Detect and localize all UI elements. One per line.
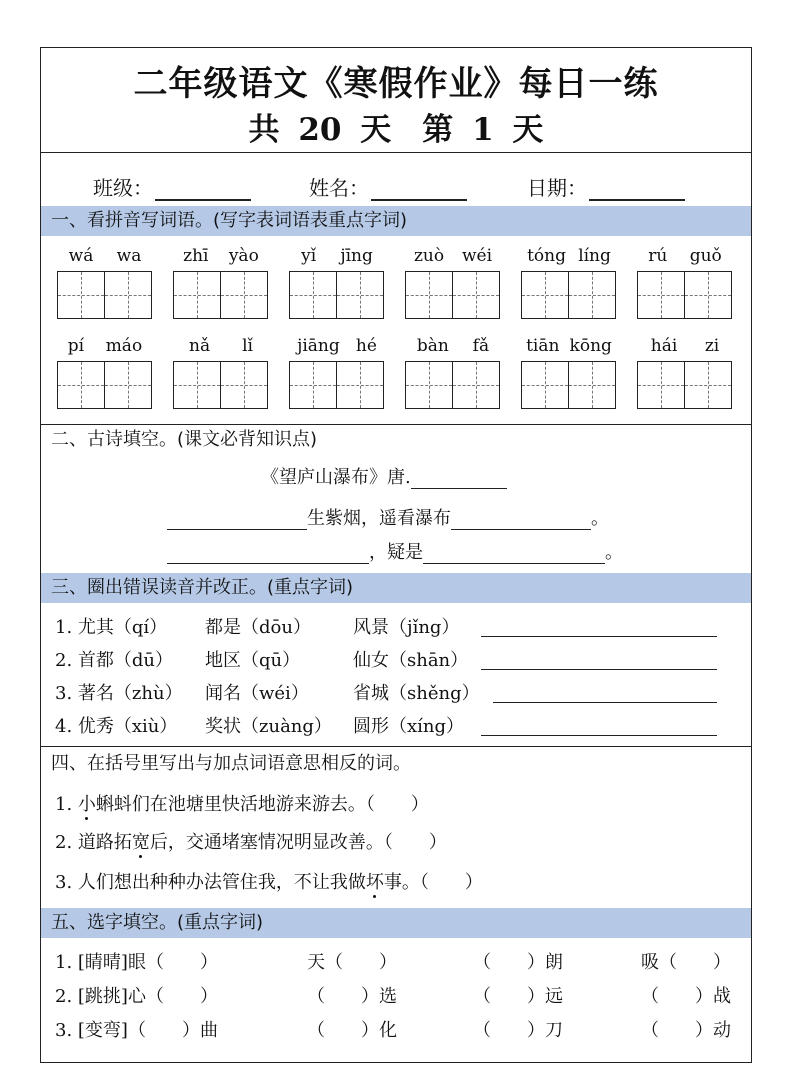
page-title: 二年级语文《寒假作业》每日一练 xyxy=(133,64,659,104)
pinyin-syllable: fǎ xyxy=(472,336,490,356)
pinyin-item[interactable]: 都是（dōu） xyxy=(205,617,311,638)
pinyin-syllable: yǐ xyxy=(301,246,317,266)
section2-heading: 二、古诗填空。(课文必背知识点) xyxy=(51,429,318,450)
tian-grid-box[interactable] xyxy=(405,361,453,409)
pinyin-item[interactable]: 2. 首都（dū） xyxy=(55,650,174,671)
student-info-row xyxy=(41,152,751,206)
tian-grid-box[interactable] xyxy=(684,361,732,409)
pinyin-item[interactable]: 风景（jǐng） xyxy=(353,617,460,638)
pinyin-syllable: jīng xyxy=(340,246,373,266)
fill-blank-item[interactable]: （ ）化 xyxy=(307,1020,397,1041)
pinyin-label xyxy=(289,336,385,356)
fill-blank-item[interactable]: （ ）刀 xyxy=(473,1020,563,1041)
pinyin-syllable: nǎ xyxy=(189,336,211,356)
pinyin-item[interactable]: 奖状（zuàng） xyxy=(205,716,332,737)
poem-end-1: 。 xyxy=(591,508,609,529)
pinyin-label xyxy=(173,336,269,356)
tian-grid-pair xyxy=(57,271,153,319)
tian-grid-box[interactable] xyxy=(220,271,268,319)
pinyin-syllable: lǐ xyxy=(242,336,253,356)
pinyin-syllable: wéi xyxy=(461,246,493,266)
pinyin-label xyxy=(405,336,501,356)
section5-heading: 五、选字填空。(重点字词) xyxy=(41,908,751,938)
tian-grid-box[interactable] xyxy=(57,271,105,319)
tian-grid-box[interactable] xyxy=(173,271,221,319)
tian-grid-box[interactable] xyxy=(336,271,384,319)
poem-blank-3[interactable] xyxy=(167,545,369,564)
tian-grid-box[interactable] xyxy=(637,361,685,409)
pinyin-label xyxy=(521,246,617,266)
tian-grid-pair xyxy=(173,271,269,319)
pinyin-syllable: wá xyxy=(68,246,94,266)
pinyin-label xyxy=(637,246,733,266)
pinyin-syllable: hái xyxy=(650,336,678,356)
tian-grid-box[interactable] xyxy=(568,361,616,409)
tian-grid-pair xyxy=(521,361,617,409)
section3-heading: 三、圈出错误读音并改正。(重点字词) xyxy=(41,573,751,603)
choose-char-section xyxy=(41,938,751,1058)
pinyin-syllable: wa xyxy=(116,246,142,266)
tian-grid-box[interactable] xyxy=(521,361,569,409)
pinyin-item[interactable]: 省城（shěng） xyxy=(353,683,480,704)
pinyin-section xyxy=(41,236,751,422)
pinyin-label xyxy=(405,246,501,266)
tian-grid-pair xyxy=(637,361,733,409)
poem-title: 《望庐山瀑布》唐. xyxy=(261,467,411,488)
poem-blank-2[interactable] xyxy=(451,511,591,530)
fill-blank-item[interactable]: （ ）远 xyxy=(473,986,563,1007)
fill-blank-item[interactable]: 天（ ） xyxy=(307,952,397,973)
title-box xyxy=(41,48,751,153)
antonym-question-2: 2. 道路拓宽后，交通堵塞情况明显改善。（ ） xyxy=(55,832,447,853)
antonym-question-3: 3. 人们想出种种办法管住我，不让我做坏事。（ ） xyxy=(55,872,483,893)
poem-end-2: 。 xyxy=(605,542,623,563)
pinyin-syllable: pí xyxy=(67,336,85,356)
tian-grid-pair xyxy=(405,361,501,409)
tian-grid-box[interactable] xyxy=(289,361,337,409)
pinyin-syllable: líng xyxy=(578,246,611,266)
tian-grid-pair xyxy=(57,361,153,409)
class-field[interactable] xyxy=(93,172,251,201)
pinyin-syllable: tiān xyxy=(526,336,560,356)
tian-grid-box[interactable] xyxy=(336,361,384,409)
tian-grid-box[interactable] xyxy=(57,361,105,409)
pinyin-label xyxy=(637,336,733,356)
pinyin-item[interactable]: 闻名（wéi） xyxy=(205,683,309,704)
dotted-char: 宽 xyxy=(131,832,150,853)
pinyin-item[interactable]: 3. 著名（zhù） xyxy=(55,683,183,704)
tian-grid-box[interactable] xyxy=(452,361,500,409)
pinyin-label xyxy=(57,246,153,266)
dotted-char: 坏 xyxy=(365,872,384,893)
pinyin-syllable: hé xyxy=(355,336,377,356)
class-blank[interactable] xyxy=(155,181,251,201)
pinyin-syllable: kōng xyxy=(569,336,612,356)
tian-grid-pair xyxy=(289,271,385,319)
tian-grid-box[interactable] xyxy=(173,361,221,409)
pinyin-item[interactable]: 地区（qū） xyxy=(205,650,301,671)
pronunciation-section xyxy=(41,603,751,745)
pinyin-label xyxy=(521,336,617,356)
correction-line[interactable] xyxy=(481,668,717,670)
pinyin-syllable: bàn xyxy=(416,336,449,356)
pinyin-syllable: rú xyxy=(648,246,668,266)
tian-grid-box[interactable] xyxy=(521,271,569,319)
tian-grid-box[interactable] xyxy=(568,271,616,319)
fill-blank-item[interactable]: （ ）朗 xyxy=(473,952,563,973)
worksheet xyxy=(40,47,752,1063)
tian-grid-box[interactable] xyxy=(289,271,337,319)
fill-blank-item[interactable]: 1. [睛晴]眼（ ） xyxy=(55,952,218,973)
antonym-question-1: 1. 小蝌蚪们在池塘里快活地游来游去。（ ） xyxy=(55,794,429,815)
poem-blank-1[interactable] xyxy=(167,511,307,530)
pinyin-syllable: jiāng xyxy=(297,336,340,356)
fill-blank-item[interactable]: （ ）动 xyxy=(641,1020,731,1041)
tian-grid-box[interactable] xyxy=(104,361,152,409)
name-label: 姓名： xyxy=(309,176,369,200)
fill-blank-item[interactable]: （ ）选 xyxy=(307,986,397,1007)
fill-blank-item[interactable]: （ ）战 xyxy=(641,986,731,1007)
pinyin-syllable: zuò xyxy=(413,246,445,266)
poem-text-2: ，疑是 xyxy=(369,542,423,563)
date-field[interactable] xyxy=(527,172,685,201)
tian-grid-box[interactable] xyxy=(637,271,685,319)
page-subtitle: 共 20 天 第 1 天 xyxy=(248,112,544,148)
correction-line[interactable] xyxy=(481,635,717,637)
poem-line-2 xyxy=(167,538,623,564)
poem-line-1 xyxy=(167,504,609,530)
class-label: 班级： xyxy=(93,176,153,200)
date-blank[interactable] xyxy=(589,181,685,201)
correction-line[interactable] xyxy=(493,701,717,703)
pinyin-syllable: zi xyxy=(704,336,720,356)
tian-grid-pair xyxy=(289,361,385,409)
pinyin-item[interactable]: 仙女（shān） xyxy=(353,650,469,671)
pinyin-label xyxy=(289,246,385,266)
pinyin-label xyxy=(173,246,269,266)
fill-blank-item[interactable]: 吸（ ） xyxy=(641,952,731,973)
pinyin-syllable: tóng xyxy=(527,246,566,266)
poem-title-line xyxy=(261,463,507,489)
section-divider xyxy=(41,746,751,747)
pinyin-syllable: yào xyxy=(228,246,259,266)
tian-grid-pair xyxy=(173,361,269,409)
pinyin-item[interactable]: 1. 尤其（qí） xyxy=(55,617,168,638)
correction-line[interactable] xyxy=(481,734,717,736)
tian-grid-pair xyxy=(637,271,733,319)
tian-grid-box[interactable] xyxy=(452,271,500,319)
name-blank[interactable] xyxy=(371,181,467,201)
pinyin-syllable: guǒ xyxy=(689,246,722,266)
tian-grid-pair xyxy=(405,271,501,319)
section1-heading: 一、看拼音写词语。(写字表词语表重点字词) xyxy=(41,206,751,236)
poem-blank-4[interactable] xyxy=(423,545,605,564)
poem-text-1: 生紫烟，遥看瀑布 xyxy=(307,508,451,529)
tian-grid-box[interactable] xyxy=(220,361,268,409)
pinyin-item[interactable]: 4. 优秀（xiù） xyxy=(55,716,178,737)
pinyin-label xyxy=(57,336,153,356)
fill-blank-item[interactable]: 2. [跳挑]心（ ） xyxy=(55,986,218,1007)
tian-grid-box[interactable] xyxy=(405,271,453,319)
pinyin-item[interactable]: 圆形（xíng） xyxy=(353,716,465,737)
dotted-char: 小 xyxy=(77,794,96,815)
poet-blank[interactable] xyxy=(411,470,507,489)
date-label: 日期： xyxy=(527,176,587,200)
name-field[interactable] xyxy=(309,172,467,201)
section4-heading: 四、在括号里写出与加点词语意思相反的词。 xyxy=(51,753,411,774)
pinyin-syllable: máo xyxy=(105,336,143,356)
fill-blank-item[interactable]: 3. [变弯]（ ）曲 xyxy=(55,1020,218,1041)
pinyin-syllable: zhī xyxy=(183,246,209,266)
tian-grid-box[interactable] xyxy=(684,271,732,319)
tian-grid-pair xyxy=(521,271,617,319)
tian-grid-box[interactable] xyxy=(104,271,152,319)
